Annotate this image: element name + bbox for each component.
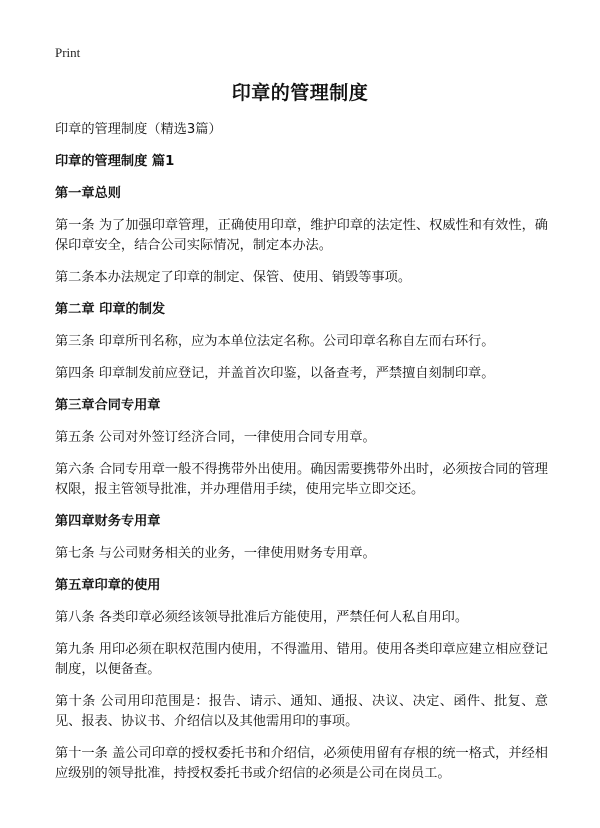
chapter-heading: 第五章印章的使用: [55, 578, 161, 593]
chapter-heading: 第一章总则: [55, 186, 121, 201]
chapter-heading: 第四章财务专用章: [55, 514, 161, 529]
article-paragraph: 第九条 用印必须在职权范围内使用，不得滥用、错用。使用各类印章应建立相应登记制度，以便备查。: [55, 642, 548, 677]
article-paragraph: 第八条 各类印章必须经该领导批准后方能使用，严禁任何人私自用印。: [55, 610, 469, 625]
print-link[interactable]: Print: [55, 45, 81, 60]
part-heading: 印章的管理制度 篇1: [55, 154, 175, 169]
document-body: [55, 120, 548, 796]
article-paragraph: 第三条 印章所刊名称，应为本单位法定名称。公司印章名称自左而右环行。: [55, 334, 495, 349]
article-paragraph: 第十条 公司用印范围是：报告、请示、通知、通报、决议、决定、函件、批复、意见、报表、协议书、介绍信以及其他需用印的事项。: [55, 694, 548, 729]
document-subtitle: 印章的管理制度（精选3篇）: [55, 122, 222, 137]
article-paragraph: 第五条 公司对外签订经济合同，一律使用合同专用章。: [55, 430, 376, 445]
article-paragraph: 第四条 印章制发前应登记，并盖首次印鉴，以备查考，严禁擅自刻制印章。: [55, 366, 495, 381]
article-paragraph: 第六条 合同专用章一般不得携带外出使用。确因需要携带外出时，必须按合同的管理权限，报主管领导批准，并办理借用手续，使用完毕立即交还。: [55, 462, 548, 497]
article-paragraph: 第一条 为了加强印章管理，正确使用印章，维护印章的法定性、权威性和有效性，确保印章安全，结合公司实际情况，制定本办法。: [55, 218, 548, 253]
chapter-heading: 第三章合同专用章: [55, 398, 161, 413]
article-paragraph: 第七条 与公司财务相关的业务，一律使用财务专用章。: [55, 546, 376, 561]
page-title: 印章的管理制度: [231, 82, 369, 104]
article-paragraph: 第十一条 盖公司印章的授权委托书和介绍信，必须使用留有存根的统一格式，并经相应级别的领导批准，持授权委托书或介绍信的必须是公司在岗员工。: [55, 746, 548, 781]
article-paragraph: 第二条本办法规定了印章的制定、保管、使用、销毁等事项。: [55, 270, 412, 285]
chapter-heading: 第二章 印章的制发: [55, 302, 166, 317]
